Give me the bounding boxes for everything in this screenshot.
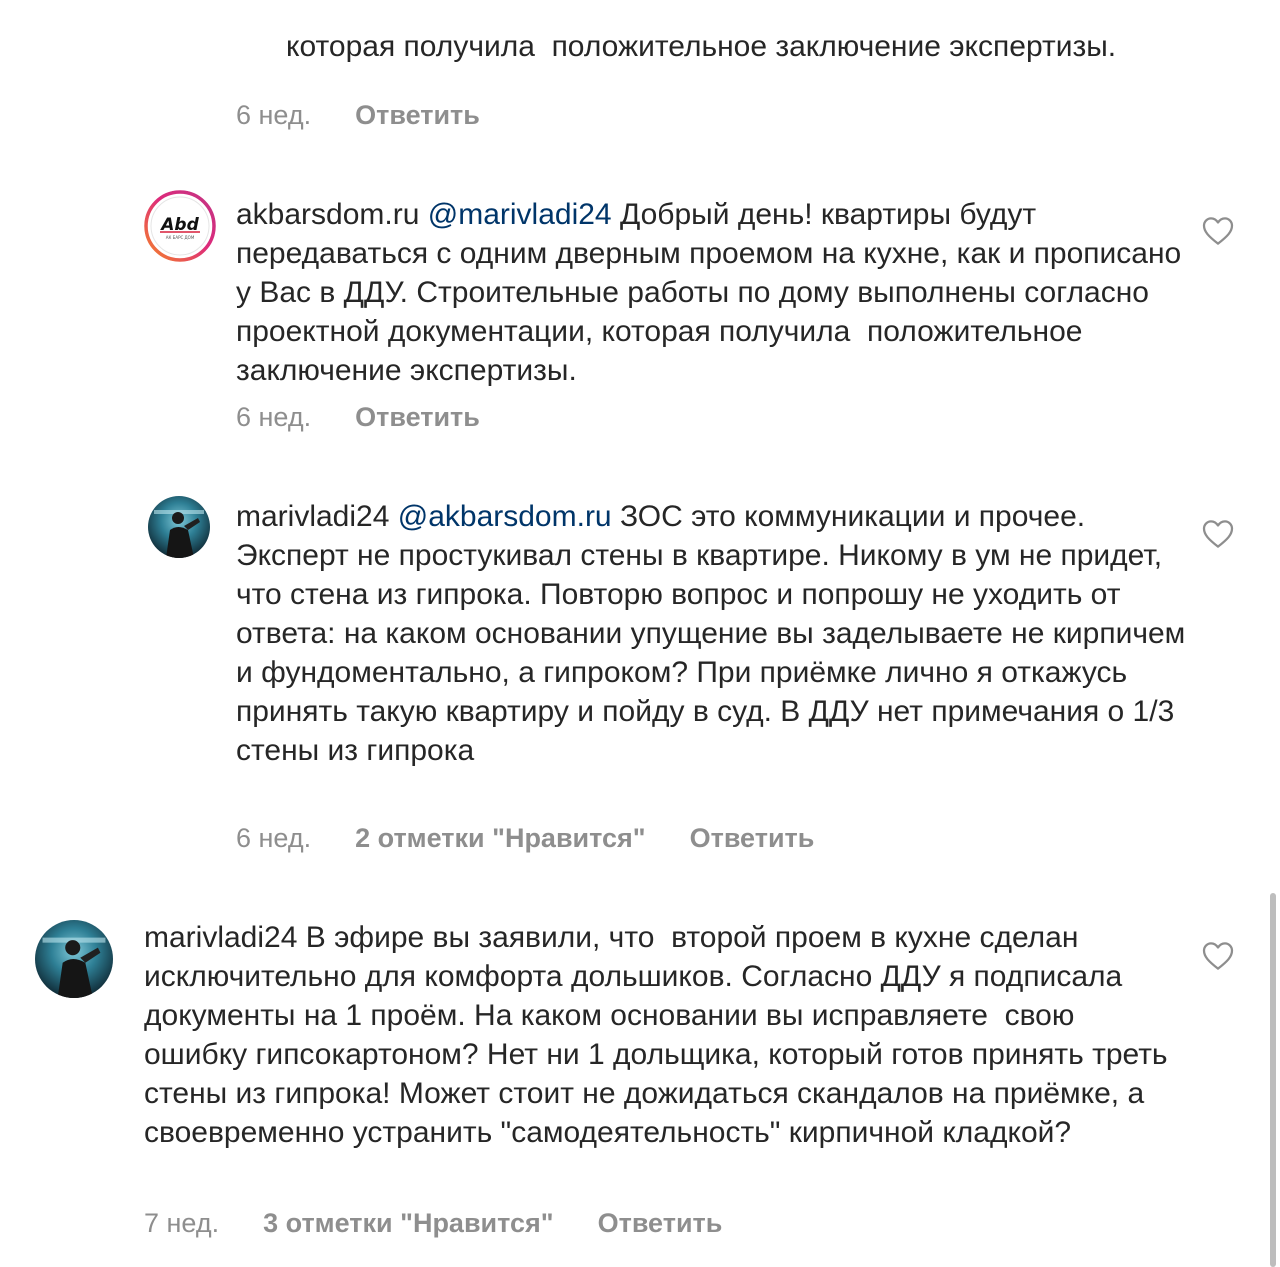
svg-text:Abd: Abd [161,215,199,235]
avatar[interactable] [148,496,210,558]
likes-count[interactable]: 2 отметки "Нравится" [355,823,646,853]
comment-meta [236,823,814,854]
comment-body: ЗОС это коммуникации и прочее. Эксперт не простукивал стены в квартире. Никому в ум не придет, что стена из гипрока. Повторю вопрос и попрошу не уходить от ответа: на каком основании упущение вы заделываете не кирпичем и фундоментально, а гипроком? При приёмке лично я откажусь принять такую квартиру и пойду в суд. В ДДУ нет примечания о 1/3 стены из гипрока [236,500,1194,767]
comment-body: Добрый день! квартиры будут передаваться с одним дверным проемом на кухне, как и прописано у Вас в ДДУ. Строительные работы по дому выполнены согласно проектной документации, которая получила положительное заключение экспертизы. [236,198,1190,387]
comment-meta [144,1208,722,1239]
comment-mention[interactable]: @marivladi24 [427,198,612,231]
user-photo-icon [148,496,210,558]
brand-logo-icon [144,190,216,262]
heart-outline-icon [1202,519,1234,549]
comment-meta [236,100,480,131]
scrollbar-thumb[interactable] [1270,893,1276,1267]
comment-item [0,915,1280,1255]
comment-text [236,497,1194,770]
comment-meta [236,402,480,433]
comment-body: которая получила положительное заключение экспертизы. [286,30,1117,63]
comment-text [144,918,1184,1152]
comment-body: В эфире вы заявили, что второй проем в кухне сделан исключительно для комфорта дольшиков. Согласно ДДУ я подписала документы на 1 проём. На каком основании вы исправляете свою ошибку гипсокартоном? Нет ни 1 дольщика, который готов принять треть стены из гипрока! Может стоит не дожидаться скандалов на приёмке, а своевременно устранить "самодеятельность" кирпичной кладкой? [144,921,1176,1149]
like-button[interactable] [1202,216,1234,246]
like-button[interactable] [1202,519,1234,549]
comment-mention[interactable]: @akbarsdom.ru [397,500,612,533]
likes-count[interactable]: 3 отметки "Нравится" [263,1208,554,1238]
avatar[interactable] [144,190,216,262]
like-button[interactable] [1202,941,1234,971]
heart-outline-icon [1202,216,1234,246]
comment-time: 6 нед. [236,100,312,130]
reply-button[interactable]: Ответить [355,402,480,432]
comment-time: 6 нед. [236,823,312,853]
reply-button[interactable]: Ответить [597,1208,723,1238]
user-photo-icon [35,920,113,998]
comment-time: 7 нед. [144,1208,220,1238]
reply-button[interactable]: Ответить [355,100,480,130]
heart-outline-icon [1202,941,1234,971]
avatar[interactable] [35,920,113,998]
comment-time: 6 нед. [236,402,312,432]
reply-button[interactable]: Ответить [689,823,815,853]
comment-username[interactable]: marivladi24 [236,500,390,533]
comment-item [0,493,1280,863]
comment-text [236,195,1190,390]
comment-username[interactable]: marivladi24 [144,921,298,954]
comment-text [236,0,1226,105]
comment-username[interactable]: akbarsdom.ru [236,198,420,231]
svg-text:АК БАРС ДОМ: АК БАРС ДОМ [165,235,195,240]
comment-item [0,190,1280,450]
